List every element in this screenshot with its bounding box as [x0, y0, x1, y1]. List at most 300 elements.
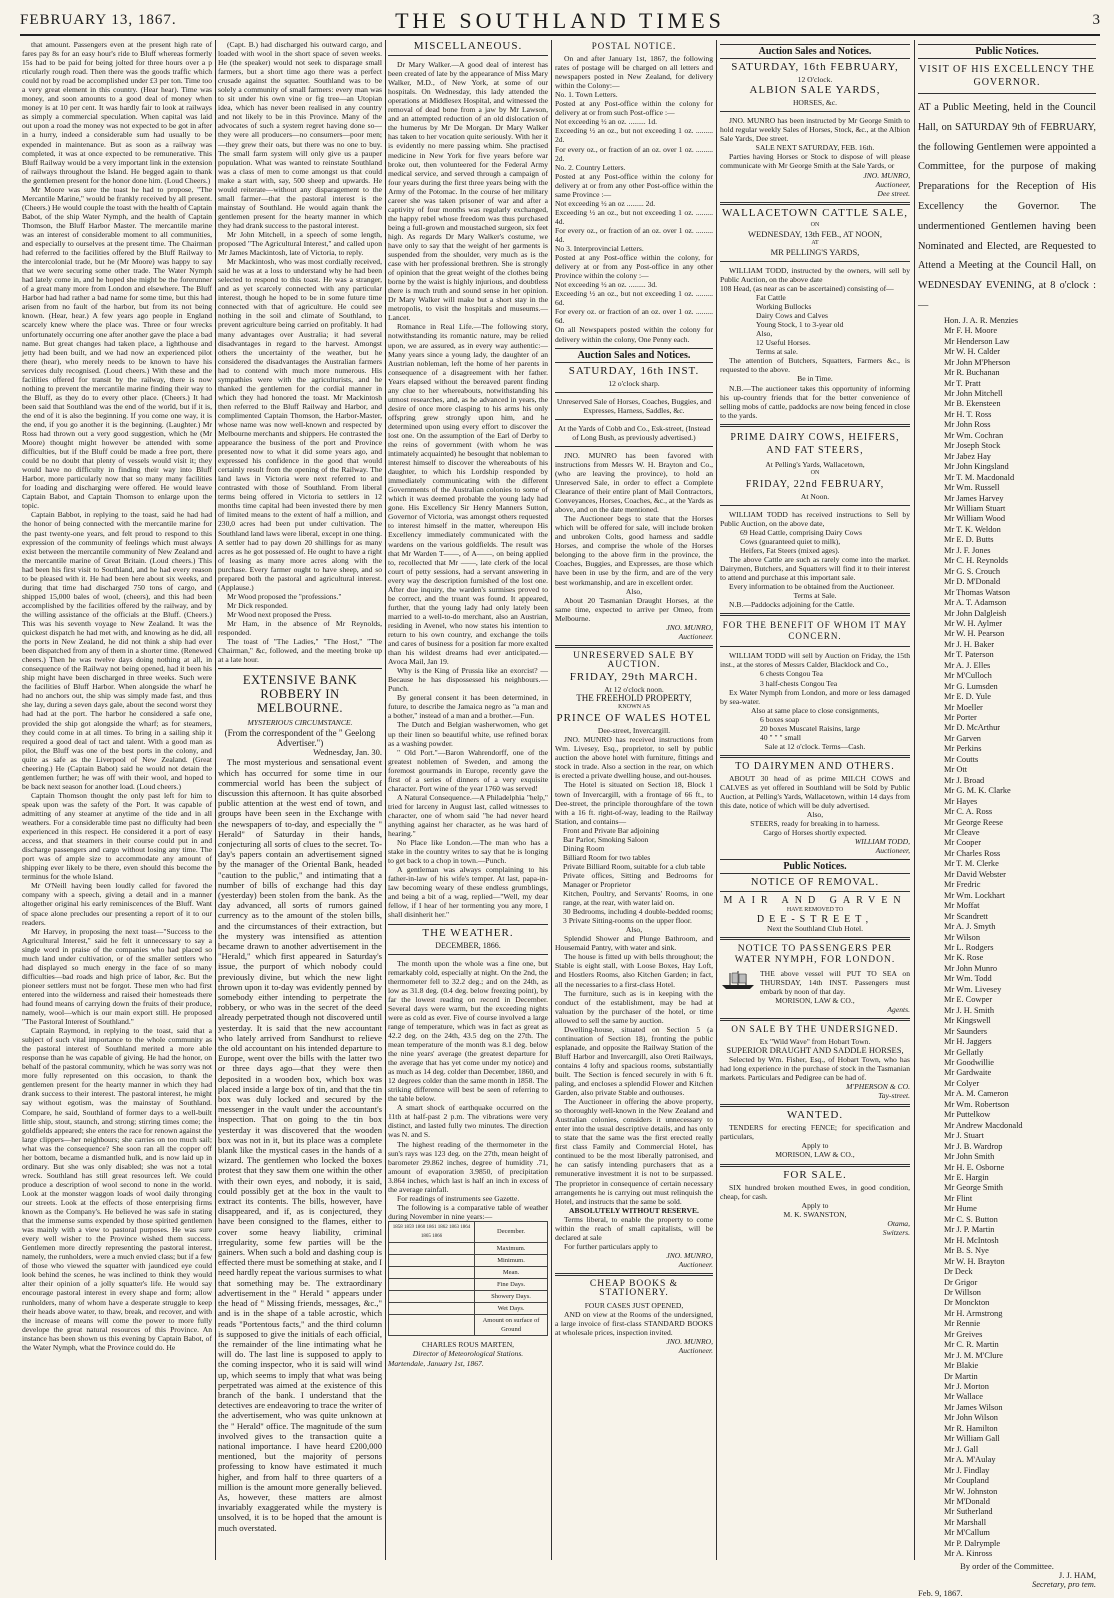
weather-years-cell: [389, 1255, 475, 1267]
sale-body: Unreserved Sale of Horses, Coaches, Buggies, and Expresses, Harness, Saddles, &c.: [556, 396, 712, 415]
visit-body: AT a Public Meeting, held in the Council Hall, on SATURDAY 9th of FEBRUARY, the following Gentlemen were appointed a Committee, for the purpose of making Preparations for the Reception of His Excellency the Governor. The undermentioned Gentlemen having been Nominated and Elected, are Requested to Attend a Meeting at the Council Hall, on WEDNESDAY EVENING, at 8 o'clock :—: [918, 102, 1096, 312]
sale-time: 12 o'clock sharp.: [608, 378, 660, 388]
apply-to: Apply to: [801, 1141, 829, 1151]
divider: [918, 93, 1096, 94]
committee-member: Mr M'Callum: [944, 1528, 990, 1538]
paragraph: that amount. Passengers even at the present high rate of fares pay 8s for an easy hour's ride to Bluff whereas formerly 15s had to be paid for being jolted for three hours over a p rticularly rough road. Then there was the goods traffic which could not by road be accomplished under £3 per ton. Time too a very great element in this country. (Hear hear). Time was money, and soon amounts to a good deal of money when money is at 10 per cent. It was hardly fair to look at railways as simply a commercial speculation. When capital was laid out upon a road the money was not expected to be got in after in a hurry, indeed a considerable sum had usually to be expended in maintenance. But as soon as a railway was completed, it was at once expected to be remunerative. This Bluff Railway would be a very important link in the extension of railways throughout the Island. He begged again to thank the gentlemen present for the honor done him. (Loud Cheers.): [22, 40, 212, 185]
committee-member: Mr J. Gall: [944, 1444, 979, 1454]
committee-member: Mr A. M. Cameron: [944, 1089, 1009, 1099]
removed-label: HAVE REMOVED TO: [786, 906, 844, 913]
committee-member: Mr Flint: [944, 1193, 973, 1203]
divider: [720, 111, 910, 112]
paragraph: No Place like London.—The man who has a stake in the country writes to say that he is longing to get back to a chop in town.—Punch.: [388, 838, 548, 866]
paragraph: N.B.—Paddocks adjoining for the Cattle.: [729, 600, 855, 610]
cattle-item: Also,: [756, 329, 773, 339]
paragraph: Romance in Real Life.—The following story, notwithstanding its romantic nature, may be relied upon, we are assured, as in every way authentic:—Many years since a young lady, the daughter of an Austrian nobleman, left the home of her parents in consequence of a disagreement with her father. Years elapsed without the bereaved parent finding any clue to her whereabouts, notwithstanding his utmost researches, and, as he advanced in years, the desire of once more clasping to his arms his only offspring grew strongly upon him, and he determined upon using every effort to discover the lost one. On the assumption of the Earl of Derby to the reins of government (with whom he was intimately acquainted) he besought that nobleman to interest himself to discover the whereabouts of his daughter, to which his Lordship responded by immediately communicating with the different Governments of the Australian colonies to some of which it was deemed probable the young lady had gone. His Excellency Sir Henry Manners Sutton, Governor of Victoria, was amongst others requested to interest himself in the matter, whereupon His Excellency immediately communicated with the wardens on the various goldfields. The result was that Mr Warden T——, of A——, on being applied to, recollected that Mr ——, late clerk of the local court of petty sessions, had a servant answering in every way the description furnished of the lost one. After due inquiry, the warden's surmises proved to be correct, and the truant was found. It appeared, further, that the young lady had only lately been married to a well-to-do merchant, also an Austrian, residing in Avenel, who now states his intention to return to his own country, and exchange the toils and cares of business for a position far more exalted than his wildest dreams had ever anticipated.—Avoca Mail, Jan 19.: [388, 322, 548, 667]
agent-title: Agents.: [887, 1004, 910, 1014]
paragraph: Mr Wood proposed the "professions.": [227, 591, 342, 601]
paragraph: About 20 Tasmanian Draught Horses, at the same time, expected to arrive per Omeo, from Melbourne.: [555, 595, 713, 623]
weather-row-label: Amount on surface of Ground: [475, 1315, 548, 1336]
postal-rate-line: Posted at any Post-office within the colony for delivery at or from any other Post-office within the same Province :—: [555, 171, 713, 199]
paragraph: Captain Babbot, in replying to the toast, said he had had the honor of being connected with the mercantile marine for the past twenty-one years, and felt proud to respond to this expression of the community of feelings which must always exist between the mercantile community of New Zealand and the mercantile marine of Great Britain. (Loud cheers.) This had been his first visit to Southland, and he had every reason to be pleased with it. He had been here about six weeks, and during that time had discharged 750 tons of cargo, and shipped 15,000 bales of wool, (cheers), and this had been accomplished by the facilities offered by the railway, and by the willing assistance of the officials at the Bluff. (Cheers.) This was his seventh voyage to New Zealand. It was the quickest dispatch he had met with, and knowing as he did, all the ports in New Zealand, he did not think a ship had ever been dispatched from any of them in a shorter time. (Renewed cheers.) Then he was twelve days doing nothing at all, in consequence of the Railway not being opened, had it been his ship might have been discharged in three weeks. Such were the facilities of Bluff Harbor. When alongside the wharf he had no anchors out, the ship was simply made fast, and thus she lay, during a seven days gale, about the second worst they had had at the port. The harbor he considered a safe one, provided the ship got alongside the wharf; as for steamers, they could come in at all times. To bring in a sailing ship it required a good deal of tact and talent. With a good man as pilot, the Bluff was one of the best ports in the colony, and quite as safe as the Liverpool of New Zealand. (Great cheering.) He (Captain Babot) said he would not detain the gentlemen further; he was off with their wool, and hoped to be back next season for another load. (Loud cheers.): [22, 510, 212, 791]
miscellaneous-heading: MISCELLANEOUS.: [413, 40, 523, 52]
committee-member: Mr John Wilson: [944, 1413, 998, 1423]
postal-heading: POSTAL NOTICE.: [591, 41, 677, 51]
sale-place: At the Yards of Cobb and Co., Esk-street, (Instead of Long Bush, as previously advertised.): [557, 423, 711, 442]
masthead: [20, 8, 1100, 36]
committee-member: Mr Andrew Macdonald: [944, 1120, 1023, 1130]
hotel-name: PRINCE OF WALES HOTEL: [556, 712, 712, 725]
committee-member: Mr Porter: [944, 713, 977, 723]
committee-member: Mr Goodwillie: [944, 1057, 995, 1067]
benefit-items-list: [720, 669, 910, 687]
paragraph: WILLIAM TODD will sell by Auction on Friday, the 15th inst., at the stores of Messrs Calder, Blacklock and Co.,: [720, 651, 910, 670]
column-public-notices: [918, 40, 1096, 1598]
committee-member: Mr Scandrett: [944, 911, 988, 921]
dairymen-steers: STEERS, ready for breaking in to harness.: [750, 819, 880, 829]
wallacetown-heading: WALLACETOWN CATTLE SALE,: [721, 206, 909, 219]
paragraph: The house is fitted up with bells throughout; the Stable is eight stall, with Loose Boxes, Hay Loft, and Hostlers Rooms, also Kitchen Garden; in fact, all the necessaries to a first-class Hotel.: [555, 952, 713, 989]
committee-member: Mr Sutherland: [944, 1507, 993, 1517]
paragraph: Captain Thomson thought the only past left for him to speak upon was the safety of the Port. It was capable of admitting of any steamer at anytime of the tide and in all weathers. For a considerable time past no difficulty had been experienced in this respect. He considered it a port of easy access, and that steamers in their course could put in and discharge passengers and cargo without losing any time. The port was of ample size to accommodate any amount of shipping ever likely to be there, even should this become the terminus for the whole Island.: [22, 790, 212, 882]
sale-date: SATURDAY, 16th INST.: [568, 364, 700, 377]
weather-years-cell: [389, 1243, 475, 1255]
paragraph: For readings of instruments see Gazette.: [397, 1193, 520, 1203]
divider: [720, 891, 910, 892]
divider: [720, 202, 910, 205]
paragraph: The highest reading of the thermometer in the sun's rays was 123 deg. on the 27th, mean height of barometer 29.862 inches, degree of humidity .71, amount of evaporation 3.9850, of precipitation 3.864 inches, which last is half an inch in excess of the average rainfall.: [388, 1139, 548, 1194]
committee-member: Mr J. Morton: [944, 1382, 989, 1392]
weather-table-row: [389, 1279, 548, 1291]
auctioneer-title: Auctioneer.: [678, 631, 713, 641]
robbery-subhead: MYSTERIOUS CIRCUMSTANCE.: [247, 718, 353, 728]
divider: [388, 924, 548, 925]
column-rule: [385, 40, 386, 1560]
notice-date: Feb. 9, 1867.: [918, 1587, 963, 1598]
divider: [720, 1104, 910, 1107]
committee-member: Mr G. S. Crouch: [944, 566, 1001, 576]
committee-member: Mr C. S. Button: [944, 1214, 998, 1224]
committee-member: Mr Fredric: [944, 880, 981, 890]
committee-member: Mr A. T. Adamson: [944, 598, 1007, 608]
committee-member: Hon. J. A. R. Menzies: [944, 315, 1018, 325]
paragraph: The furniture, such as is in keeping with the conduct of the establishment, may be had at valuation by the purchaser of the hotel, or time allowed to sell the same by auction.: [555, 988, 713, 1025]
committee-member: Mr H. E. Osborne: [944, 1162, 1005, 1172]
paragraph: Terms liberal, to enable the property to come within the reach of small capitalists, will be declared at sale: [555, 1214, 713, 1242]
weather-table-row: [389, 1221, 548, 1242]
divider: [720, 613, 910, 616]
weather-table-row: [389, 1267, 548, 1279]
committee-member: Mr D. McArthur: [944, 723, 1001, 733]
cheap-books-heading: CHEAP BOOKS & STATIONERY.: [589, 1279, 679, 1299]
hotel-room-item: Front and Private Bar adjoining: [563, 825, 660, 835]
postal-rate-line: Posted at any Post-office within the colony for delivery at or from such Post-office :—: [555, 99, 713, 118]
postal-rate-line: On all Newspapers posted within the colony for delivery within the colony, One Penny each.: [555, 325, 713, 344]
committee-member: Mr Wm. Russell: [944, 483, 1000, 493]
ship-icon: [720, 969, 756, 991]
benefit-also: Also at same place to close consignments,: [750, 705, 879, 715]
committee-member: Mr A. M'Aulay: [944, 1455, 996, 1465]
hotel-room-item: Billiard Room for two tables: [563, 852, 651, 862]
cattle-item: Fat Cattle: [756, 293, 786, 303]
committee-member: Dr Martin: [944, 1371, 978, 1381]
postal-intro: On and after January 1st, 1867, the following rates of postage will be charged on all letters and newspapers posted in New Zealand, for delivery within the Colony:—: [555, 54, 713, 91]
committee-member: Mr J. B. Wardrop: [944, 1141, 1003, 1151]
weather-row-label: Minimum.: [475, 1255, 548, 1267]
committee-member: Mr John Kingsland: [944, 462, 1009, 472]
benefit-heading: FOR THE BENEFIT OF WHOM IT MAY CONCERN.: [722, 620, 908, 642]
divider: [388, 954, 548, 955]
paragraph: Mr Wood next proposed the Press.: [227, 609, 332, 619]
terms: Terms at Sale.: [793, 591, 837, 601]
dairymen-heading: TO DAIRYMEN AND OTHERS.: [735, 760, 895, 772]
auctioneer-title: Auctioneer,: [875, 179, 910, 189]
committee-member: Mr E. D. Yule: [944, 692, 991, 702]
committee-member: Mr H. Armstrong: [944, 1308, 1003, 1318]
committee-member: Mr J. H. Smith: [944, 1005, 995, 1015]
postal-rate-line: Exceeding ½ an oz., but not exceeding 1 oz. ......... 2d.: [555, 126, 713, 145]
committee-member: Mr T. Pratt: [944, 378, 981, 388]
paragraph: Captain Raymond, in replying to the toast, said that a subject of such vital importance to the whole community as the pastoral interest of Southland merited a more able response than he was capable of giving. He had the honor, on behalf of the pastoral community, which he was sorry was not more fully represented on this occasion, to thank the gentlemen present for the hearty manner in which they had drank success to their interest. The pastoral interest, he might say without egotism, was the mainstay of Southland. Compare, he said, Southland of former days to a well-built little ship, stout, staunch, and strong; stirring times come; the goldfields appeared; she enters the race for renown against the large clippers—her neighbours; she carries on too much sail; what was the consequence? She soon ran all the copper off her bottom, became a dismantled hulk, and is now laid up in ordinary. But she was only disabled; she was not a total wreck. Southland has still great resources left. We could produce a description of wool second to none in the world. Look at the monster waggon loads of wool daily thronging our streets. Look at the effects of those enterprising firms known as the Company's. He believed he was safe in stating that the immense sums expended by those spirited gentlemen was mainly with a view to pastoral purposes. He was sure every well wisher to the Province wished them success. Gentlemen more directly representing the pastoral interest, namely, the runholders, were a much envied class; but if a few of those who viewed the squatter with jaundiced eye could look behind the scenes, he was inclined to think they would alter their opinion of a jolly squatter's life. He would say encourage pastoral interest in every shape and form; allow runholders, many of whom have a desperate struggle to keep their heads above water, to thaw, break, and recover, and with the increase of means will come the power to more fully develope the great natural resources of this Province. An instance has been shown us this evening by Captain Babot, of the Water Nymph, what the Province could do. He: [22, 1026, 212, 1352]
committee-member: Mr Marshall: [944, 1517, 987, 1527]
weather-row-label: Mean.: [475, 1267, 548, 1279]
paragraph: Ex Water Nymph from London, and more or less damaged by sea-water.: [720, 687, 910, 706]
committee-member: Mr Wilson: [944, 932, 981, 942]
committee-member: Mr T. Paterson: [944, 650, 994, 660]
committee-member: Mr E. Cowper: [944, 995, 993, 1005]
committee-member: Mr J. P. Martin: [944, 1225, 995, 1235]
also-label: Also,: [625, 925, 643, 935]
seller-place: Switzers.: [882, 1227, 910, 1237]
robbery-date: Wednesday, Jan. 30.: [313, 747, 382, 758]
postal-rate-line: Not exceeding ½ an oz ......... 2d.: [555, 198, 656, 208]
cattle-item: Young Stock, 1 to 3-year old: [756, 320, 844, 330]
paragraph: N.B.—The auctioneer takes this opportunity of informing his up-country friends that for the better convenience of selling mobs of cattle, paddocks are now being fenced in close to the yards.: [720, 383, 910, 420]
paragraph: For further particulars apply to: [564, 1241, 658, 1251]
sale-date: SATURDAY, 16th FEBRUARY,: [731, 61, 899, 74]
postal-rate-line: Not exceeding ½ an oz. ......... 3d.: [555, 280, 658, 290]
benefit-items2-list: [720, 715, 910, 742]
auctioneer-name: WILLIAM TODD,: [854, 837, 910, 847]
committee-member: Mr Henderson Law: [944, 336, 1010, 346]
issue-date: FEBRUARY 13, 1867.: [20, 12, 177, 28]
paragraph: AND on view at the Rooms of the undersigned, a large invoice of first-class STANDARD BOOKS at wholesale prices, inspection invited.: [555, 1310, 713, 1338]
freehold-label: THE FREEHOLD PROPERTY,: [576, 693, 692, 704]
committee-member: Mr Thomas Watson: [944, 587, 1011, 597]
hotel-room-item: Bar Parlor, Smoking Saloon: [563, 834, 649, 844]
committee-member: Mr Rennie: [944, 1319, 981, 1329]
paragraph: Dwelling-house, situated on Section 5 (a continuation of Section 18), fronting the public esplanade, and opposite the Railway Station of the Bluff Harbor and Invercargill, also Oreti Railways, contains 4 lofty and spacious rooms, substantially built. The Section is fenced securely in with 6 ft. paling, and encloses a splendid Flower and Kitchen Garden, also private Stable and outhouses.: [555, 1024, 713, 1098]
weather-years-cell: [389, 1279, 475, 1291]
weather-signature: CHARLES ROUS MARTEN,: [421, 1340, 515, 1350]
auctioneer-name: JNO. MUNRO,: [863, 170, 910, 180]
postal-rate-line: No. 2. Country Letters.: [555, 162, 626, 172]
prime-items-list: [720, 528, 910, 555]
weather-table-row: [389, 1255, 548, 1267]
known-as: KNOWN AS: [618, 704, 650, 711]
committee-member: Mr C. R. Martin: [944, 1340, 999, 1350]
committee-member: Mr T. M. Macdonald: [944, 472, 1015, 482]
committee-member: Mr G. Lumsden: [944, 681, 998, 691]
committee-member: Mr Charles Ross: [944, 848, 1001, 858]
committee-member: Mr George Smith: [944, 1183, 1003, 1193]
committee-member: Mr G. M. K. Clarke: [944, 786, 1011, 796]
committee-member: Mr William Wood: [944, 514, 1006, 524]
committee-member: Dr Grigor: [944, 1277, 978, 1287]
committee-member: Mr James Wilson: [944, 1402, 1003, 1412]
postal-rates: [555, 90, 713, 343]
todd-items-list: [720, 293, 910, 356]
cheap-books-sub: FOUR CASES JUST OPENED,: [584, 1301, 684, 1311]
divider: [720, 755, 910, 758]
committee-member: Mr Jabez Hay: [944, 451, 991, 461]
visit-heading: VISIT OF HIS EXCELLENCY THE GOVERNOR.: [919, 64, 1095, 89]
divider: [720, 1164, 910, 1167]
weather-row-label: Showery Days.: [475, 1291, 548, 1303]
dairymen-cargo: Cargo of Horses shortly expected.: [763, 828, 867, 838]
newspaper-title: THE SOUTHLAND TIMES: [395, 8, 725, 33]
committee-member: Mr E. Hargin: [944, 1172, 989, 1182]
committee-member: Mr Wallace: [944, 1392, 983, 1402]
section-header: Public Notices.: [918, 44, 1096, 59]
divider: [218, 668, 382, 669]
paragraph: Parties having Horses or Stock to dispose of will please communicate with Mr George Smith at the Sale Yards, or: [720, 152, 910, 171]
secretary-title: Secretary, pro tem.: [1031, 1578, 1096, 1589]
paragraph: Mr Dick responded.: [227, 600, 288, 610]
committee-member: Mr F. H. Moore: [944, 326, 998, 336]
paragraph: Mr Mackintosh, who was most cordially received, said he was at a loss to understand why he had been selected to respond to this toast. He was a stranger, and as yet scarcely connected with any particular interest, though he hoped to be in some future time connected with that of agriculture. He could see nothing in the soil and climate of Southland, to prevent agriculture being carried on profitably. It had many advantages over Australia; it had several disadvantages in regard to the harvest. Amongst others the uncertainty of the weather, but he considered the disadvantages the Australian farmers had to contend with much more numerous. His sympathies were with the agriculturists, and he thanked the gentlemen for the cordial manner in which they had honored the toast. Mr Mackintosh then referred to the Bluff Railway and Harbor, and complimented Captain Thomson, the Harbor-Master, whose name was now well-known and respected by Melbourne merchants and shippers. He contrasted the appearance the business of the port and Province presented now to what it did some years ago, and expressed his confidence in the good that would certainly result from the opening of the Railway. The land laws in Victoria were next referred to and contrasted with those of Southland. From liberal terms being offered in Victoria to settlers in 12 months time capital had been invested there by men of limited means to the extent of half a million, and 230,0 acres had been put under cultivation. The Southland land laws were liberal, except in one thing. A settler had to pay down 20 shillings for as many acres as he got possessed of. He ought to have a right of leasing as many more acres along with the purchase. Every farmer ought to have sheep, and so prepared both the pastoral and agricultural interest. (Applause.): [218, 257, 382, 592]
at-noon: At Noon.: [800, 491, 830, 501]
paragraph: Every information to be obtained from the Auctioneer.: [729, 582, 895, 592]
weather-years-cell: [389, 1315, 475, 1336]
committee-member: Mr John Ross: [944, 420, 991, 430]
postal-rate-line: Not exceeding ½ an oz. ......... 1d.: [555, 117, 658, 127]
cattle-item: Terms at sale.: [756, 347, 798, 357]
committee-member: Mr W. H. Pearson: [944, 629, 1005, 639]
paragraph: JNO. MUNRO has received instructions from Wm. Livesey, Esq., proprietor, to sell by public auction the above hotel with furniture, fittings and stock in trade. Also a section in the rear, on which is erected a private dwelling house, and out-houses.: [555, 735, 713, 781]
committee-member: Mr Gellatly: [944, 1047, 984, 1057]
paragraph: The following is a comparative table of weather during November in nine years:—: [388, 1202, 548, 1221]
weather-row-label: Maximum.: [475, 1243, 548, 1255]
paragraph: ABOUT 30 head of as prime MILCH COWS and CALVES as yet offered in Southland will be Sold by Public Auction, at Pelling's Yards, Wallacetown, within 14 days from this date, notice of which will be duly advertised.: [720, 773, 910, 811]
committee-member: Mr W. H. Calder: [944, 347, 1001, 357]
paragraph: Splendid Shower and Plunge Bathroom, and Housemaid Pantry, with water and sink.: [555, 934, 713, 953]
divider: [720, 937, 910, 940]
committee-member: Mr Gardwaite: [944, 1068, 992, 1078]
passengers-heading: NOTICE TO PASSENGERS PER WATER NYMPH, FOR LONDON.: [734, 943, 896, 965]
postal-rate-line: For every oz., or fraction of an oz. over 1 oz. ......... 2d.: [555, 144, 713, 163]
on-label: ON: [810, 469, 820, 476]
weather-row-label: Wet Days.: [475, 1303, 548, 1315]
column-postal-auctions: [555, 40, 713, 1560]
committee-member: Mr K. Rose: [944, 953, 984, 963]
apply-to: Apply to: [801, 1200, 829, 1210]
albion-heading: ALBION SALE YARDS,: [749, 84, 881, 97]
auctioneer-title: Auctioneer.: [678, 1346, 713, 1356]
committee-member: Mr H. Jaggers: [944, 1037, 992, 1047]
hotel-room-item: Private Billiard Room, suitable for a club table: [563, 861, 706, 871]
on-label: ON: [810, 221, 820, 228]
auctioneer-name: JNO. MUNRO,: [666, 622, 713, 632]
postal-rate-line: Exceeding ½ an oz., but not exceeding 1 oz. ......... 6d.: [555, 289, 713, 308]
weather-years-cell: [389, 1291, 475, 1303]
committee-member: Mr Moffat: [944, 901, 980, 911]
auctioneer-title: Auctioneer,: [875, 846, 910, 856]
column-speeches-robbery: [218, 40, 382, 1560]
committee-member: Mr E. D. Butts: [944, 535, 994, 545]
agent-name: MORISON, LAW & CO.,: [775, 995, 855, 1005]
superior-horses: SUPERIOR DRAUGHT AND SADDLE HORSES,: [726, 1044, 904, 1055]
committee-member: Mr A. Kinross: [944, 1549, 993, 1559]
committee-member: Mr R. Buchanan: [944, 368, 1000, 378]
section-header: Auction Sales and Notices.: [720, 44, 910, 59]
hotel-room-item: Dining Room: [563, 843, 605, 853]
committee-member: Mr John Smith: [944, 1152, 995, 1162]
paragraph: A smart shock of earthquake occurred on the 11th at half-past 2 p.m. The vibrations were very distinct, and lasted fully two minutes. The direction was N. and S.: [388, 1103, 548, 1140]
paragraph: The above Cattle are such as rarely come into the market. Dairymen, Butchers, and Squatters will find it to their interest to attend and purchase at this important sale.: [720, 555, 910, 583]
divider: [555, 392, 713, 393]
committee-member: Mr John Dalgleish: [944, 608, 1007, 618]
paragraph: The toast of "The Ladies," "The Host," "The Chairman," &c, followed, and the meeting broke up at a late hour.: [218, 637, 382, 665]
paragraph: WILLIAM TODD, instructed by the owners, will sell by Public Auction, on the above date: [720, 265, 910, 284]
committee-member: Mr J. H. Baker: [944, 639, 995, 649]
weather-month: DECEMBER, 1866.: [435, 940, 501, 950]
committee-member: Mr T. M. Clerke: [944, 859, 999, 869]
committee-member: Mr Colyer: [944, 1078, 980, 1088]
section-header: Auction Sales and Notices.: [555, 348, 713, 363]
todd-head: 108 Head, (as near as can be ascertained) consisting of—: [720, 283, 894, 293]
prime-place: At Pelling's Yards, Wallacetown,: [765, 459, 865, 469]
committee-member: Mr Saunders: [944, 1026, 988, 1036]
committee-member: Mr Coupland: [944, 1476, 989, 1486]
weather-signature-date: Martendale, January 1st, 1867.: [388, 1358, 484, 1368]
weather-years-cell: [389, 1267, 475, 1279]
weather-table-row: [389, 1243, 548, 1255]
committee-member: Mr Kingswell: [944, 1016, 991, 1026]
committee-member: Mr H. McIntosh: [944, 1235, 999, 1245]
committee-member: Mr W. Johnston: [944, 1486, 998, 1496]
weather-table: [388, 1221, 548, 1336]
page-number: 3: [1092, 12, 1100, 28]
postal-rate-line: No. 1. Town Letters.: [555, 90, 618, 100]
paragraph: A Natural Consequence.—A Philadelphia "help," tried for larceny in August last, called witnesses to character, one of whom said "he had never heard anything against her character, as he was hard of hearing.": [388, 792, 548, 839]
committee-member: Mr J. Stuart: [944, 1131, 984, 1141]
paragraph: Mr Harvey, in proposing the next toast—"Success to the Agricultural Interest," said he felt it unnecessary to say a single word in praise of the companies who had placed so much land under cultivation, or of the smaller settlers who had displayed so much energy in the face of so many difficulties—bad roads and high price of labor, &c. But the pioneer settlers must not be forgot. These men who had first entered into the wilderness and raised their homesteads there had found means of carrying down the fruits of their produce, namely, wool—which is our main export still. He proposed "The Pastoral Interest of Southland.": [22, 926, 212, 1027]
committee-list: [918, 316, 1096, 1560]
hotel-room-item: Private offices, Sitting and Bedrooms for Manager or Proprietor: [563, 870, 713, 889]
column-miscellaneous: [388, 40, 548, 1560]
wanted-heading: WANTED.: [786, 1109, 844, 1122]
committee-member: Mr John Mitchell: [944, 388, 1003, 398]
paragraph: (Capt. B.) had discharged his outward cargo, and loaded with wool in the short space of seven weeks. He (the speaker) would not seek to disparage small farmers, but a short time ago there was a perfect crusade against the squatter. Southland was to be solely a community of small farmers: every man was to sit under his own vine or fig tree—an Utopian idea, which has never been realised in any country and not likely to be in this Province. Many of the advocates of such a system regret having done so—they were all producers—no consumers—poor men;—they grew their oats, but there was no one to buy. The small farm system will only give us a pauper population. What was wanted to reinstate Southland was a class of men to come amongst us that could make a start with, say, 500 sheep and upwards. He would reiterate—without any disparagement to the small farmer—that the pastoral interest is the mainstay of Southland. He would again thank the gentlemen present for the hearty manner in which they had drank success to the pastoral interest.: [218, 40, 382, 230]
cattle-item: 69 Head Cattle, comprising Dairy Cows: [740, 527, 862, 537]
goods-item: 3 half-chests Congou Tea: [760, 678, 838, 688]
committee-member: Mr Wm. Cochran: [944, 430, 1004, 440]
paragraph: JNO. MUNRO has been favored with instructions from Messrs W. H. Brayton and Co., (who are leaving the province), to hold an Unreserved Sale, in order to effect a Complete Clearance of their entire plant of Mail Contractors, Conveyances, Horses, Coaches, &c., at the Yards as above, and on the date mentioned.: [555, 450, 713, 515]
committee-member: Mr Joseph Stock: [944, 441, 1001, 451]
firm-name: MAIR AND GARVEN: [723, 895, 907, 907]
committee-member: Mr J. Broad: [944, 775, 985, 785]
divider: [555, 645, 713, 648]
paragraph: The month upon the whole was a fine one, but remarkably cold, especially at night. On the 2nd, the thermometer fell to 32.2 deg.; and on the 24th, as low as 31.8 deg. (0.4 deg. below freezing point), by far the lowest reading on record in December. Several days were warm, but the exceeding nights were as cold as ever. Five of course involved a large range of temperature, which was in fact as great as 42.2 deg. on the 24th, 43.5 deg on the 27th. The mean temperature of the month was 8.1 deg. below the nine years' average (the greatest departure for the average that has yet come under my notice) and as much as 14 deg. colder than December, 1860, and 12 degrees colder than the same month in 1858. The striking difference will best be seen of referring to the table below.: [388, 958, 548, 1104]
column-auctions: [720, 40, 910, 1560]
removed-next: Next the Southland Club Hotel.: [767, 923, 863, 933]
paragraph: TENDERS for erecting FENCE; for specification and particulars,: [720, 1123, 910, 1142]
committee-member: Mr W. H. Brayton: [944, 1256, 1005, 1266]
goods-item: 20 boxes Muscatel Raisins, large: [760, 723, 861, 733]
unreserved-date: FRIDAY, 29th MARCH.: [569, 670, 699, 683]
removed-street: DEE-STREET,: [756, 913, 874, 925]
committee-member: Mr Blakie: [944, 1361, 979, 1371]
column-rule: [716, 40, 717, 1560]
hotel-rooms-list: [555, 826, 713, 926]
committee-member: Mr Perkins: [944, 744, 982, 754]
on-sale-heading: ON SALE BY THE UNDERSIGNED.: [731, 1023, 899, 1034]
sale-time: 12 O'clock.: [797, 75, 833, 85]
weather-signature-title: Director of Meteorological Stations.: [412, 1349, 524, 1359]
auctioneer-name: JNO. MUNRO,: [666, 1250, 713, 1260]
secretary-name: J. J. HAM,: [1058, 1569, 1096, 1580]
committee-member: Mr John M'Pherson: [944, 357, 1011, 367]
unreserved-time: At 12 o'clock noon.: [604, 685, 664, 694]
committee-member: Dr Willson: [944, 1287, 981, 1297]
committee-member: Mr Wm. Lockhart: [944, 890, 1006, 900]
committee-member: Mr Wm. Todd: [944, 974, 992, 984]
committee-member: Mr A. J. Smyth: [944, 922, 996, 932]
committee-member: Mr James Harvey: [944, 493, 1004, 503]
column-rule: [914, 40, 915, 1560]
seller-address: Tay-street.: [878, 1091, 910, 1101]
committee-member: Mr T. K. Weldon: [944, 524, 1001, 534]
at-label: AT: [811, 239, 819, 246]
goods-item: 6 boxes soap: [760, 714, 800, 724]
robbery-headline: EXTENSIVE BANK ROBBERY IN MELBOURNE.: [242, 673, 358, 716]
column-speeches: [22, 40, 212, 1560]
pelling-yards: MR PELLING'S YARDS,: [770, 246, 860, 257]
committee-member: Mr M'Culloch: [944, 671, 992, 681]
committee-member: Mr C. H. Reynolds: [944, 556, 1008, 566]
committee-member: Mr Hayes: [944, 796, 978, 806]
dairymen-also: Also,: [806, 810, 824, 820]
committee-member: Mr C. A. Ross: [944, 807, 993, 817]
committee-member: Mr M'Donald: [944, 1497, 990, 1507]
cattle-item: 12 Useful Horses.: [756, 338, 811, 348]
weather-table-row: [389, 1291, 548, 1303]
divider: [720, 424, 910, 427]
prime-date: FRIDAY, 22nd FEBRUARY,: [745, 478, 885, 490]
paragraph: " Old Port."—Baron Wahrendorff, one of the greatest noblemen of Sweden, and among the foremost gourmands in Europe, recently gave the first of a series of dinners of a very exquisite character. Port wine of the year 1760 was served!: [388, 747, 548, 793]
committee-member: Mr W. H. Aylmer: [944, 618, 1003, 628]
divider: [388, 55, 548, 56]
committee-member: Mr B. Ekensteen: [944, 399, 1001, 409]
committee-member: Mr J. M. M'Clure: [944, 1350, 1003, 1360]
paragraph: The Auctioneer begs to state that the Horses which will be offered for sale, will include broken and unbroken Colts, good harness and saddle Horses, and comprise the whole of the Horses belonging to the above firm in the province, the Coaches, Buggies, and Expresses, are those which have been in use by the firm, and are of the very best workmanship, and are in excellent order.: [555, 514, 713, 587]
committee-member: Mr A. J. Elles: [944, 660, 991, 670]
committee-member: Dr Monckton: [944, 1298, 990, 1308]
paragraph: WILLIAM TODD has received instructions to Sell by Public Auction, on the above date,: [720, 509, 910, 528]
auctioneer-address: Dee street.: [877, 188, 910, 198]
postal-rate-line: Exceeding ½ an oz., but not exceeding 1 oz. ......... 4d.: [555, 207, 713, 226]
paragraph: The Auctioneer in offering the above property, so thoroughly well-known in the New Zealand and Australian colonies, considers it unnecessary to enter into the usual descriptive details, and has only to state that the same was the first erected really first class Family and Commercial Hotel, has continued to be the most liberally patronised, and he can satisfy intending purchasers that as a remunerative investment it is not to be surpassed. The proprietor in consequence of certain necessary arrangements he is carrying out must relinquish the Hotel, and instructs that the same be sold.: [555, 1097, 713, 1206]
committee-member: Mr H. T. Ross: [944, 409, 992, 419]
committee-member: Mr Coutts: [944, 754, 979, 764]
committee-member: Mr John Munro: [944, 963, 998, 973]
cattle-item: Dairy Cows and Calves: [756, 311, 828, 321]
removal-heading: NOTICE OF REMOVAL.: [750, 877, 880, 889]
robbery-body: The most mysterious and sensational event which has occurred for some time in our commercial world has been the subject of discussion this afternoon. It has quite absorbed public attention at the west end of town, and groups have been seen in the Exchange with the newspapers of to-day, and especially the " Herald" of Saturday in their hands, conjecturing all sorts of clues to the secret. To-day's papers contain an advertisement signed by the manager of the Oriental Bank, headed "caution to the public," and intimating that a number of bills of exchange had this day (yesterday) been stolen from the bank. As the day advanced, all sorts of rumors gained currency as to the amount of the stolen bills, and the circumstances of their extraction, but the mystery was intensified as attention became drawn to another advertisement in the "Herald," which first appeared in Saturday's issue, the purport of which nobody could previously divine, but which the new light thrown upon it to-day was evidently penned by somebody either intending to perpetrate the robbery, or who was in the secret of the deed already perpetrated though not discovered until yesterday. It is said that the new accountant who lately arrived from Sandhurst to relieve the old accountant on his intended departure to Europe, went over the bills with the latter two or three days ago—that they were then deposited in a wooden box, which box was placed inside a large box of tin, and that the tin box was duly locked and secured by the messenger in the vault under the accountant's inspection. That on going to the tin box yesterday it was discovered that the wooden box was not in it, but its place was a complete blank like the mystical cases in the hands of a wizard. The gentlemen who locked the boxes protest that they saw them one within the other with their own eyes, and nobody, it is said, could possibly get at the box in the vault to extract its contents. The bills, however, have disappeared, and if, as is conjectured, they have been consigned to the flames, either to cover some heavy liability, criminal irregularity, some few parties will be the gainers. When such a bold and dashing coup is effected there must be something at stake, and I need hardly repeat the various surmises to what that something may be. The extraordinary advertisement in the " Herald " appears under the head of " Missing friends, messages, &c.," and is in the shape of a table acrostic, which reads "Portentous facts," and the third column is supposed to give the initials of each official, the remainder of the line intimating what he will do. The last line is supposed to apply to the coming inspector, who it is said will wind up, which seems to imply that what was being perpetrated was aimed at the existence of this branch of the bank. I understand that the detectives are endeavoring to trace the writer of the advertisement, who was quite unknown at the " Herald" office. The magnitude of the sum involved gives to the transaction quite a national importance. I have heard £200,000 mentioned, but the majority of persons professing to know have estimated it much higher, and from half to three quarters of a million is the amount more generally believed. As, however, these matters are almost invariably exaggerated while the mystery is unsolved, it is to be hoped that the amount is much overstated.: [218, 757, 382, 1533]
agent-name: MORISON, LAW & CO.,: [775, 1150, 855, 1160]
divider: [720, 505, 910, 506]
